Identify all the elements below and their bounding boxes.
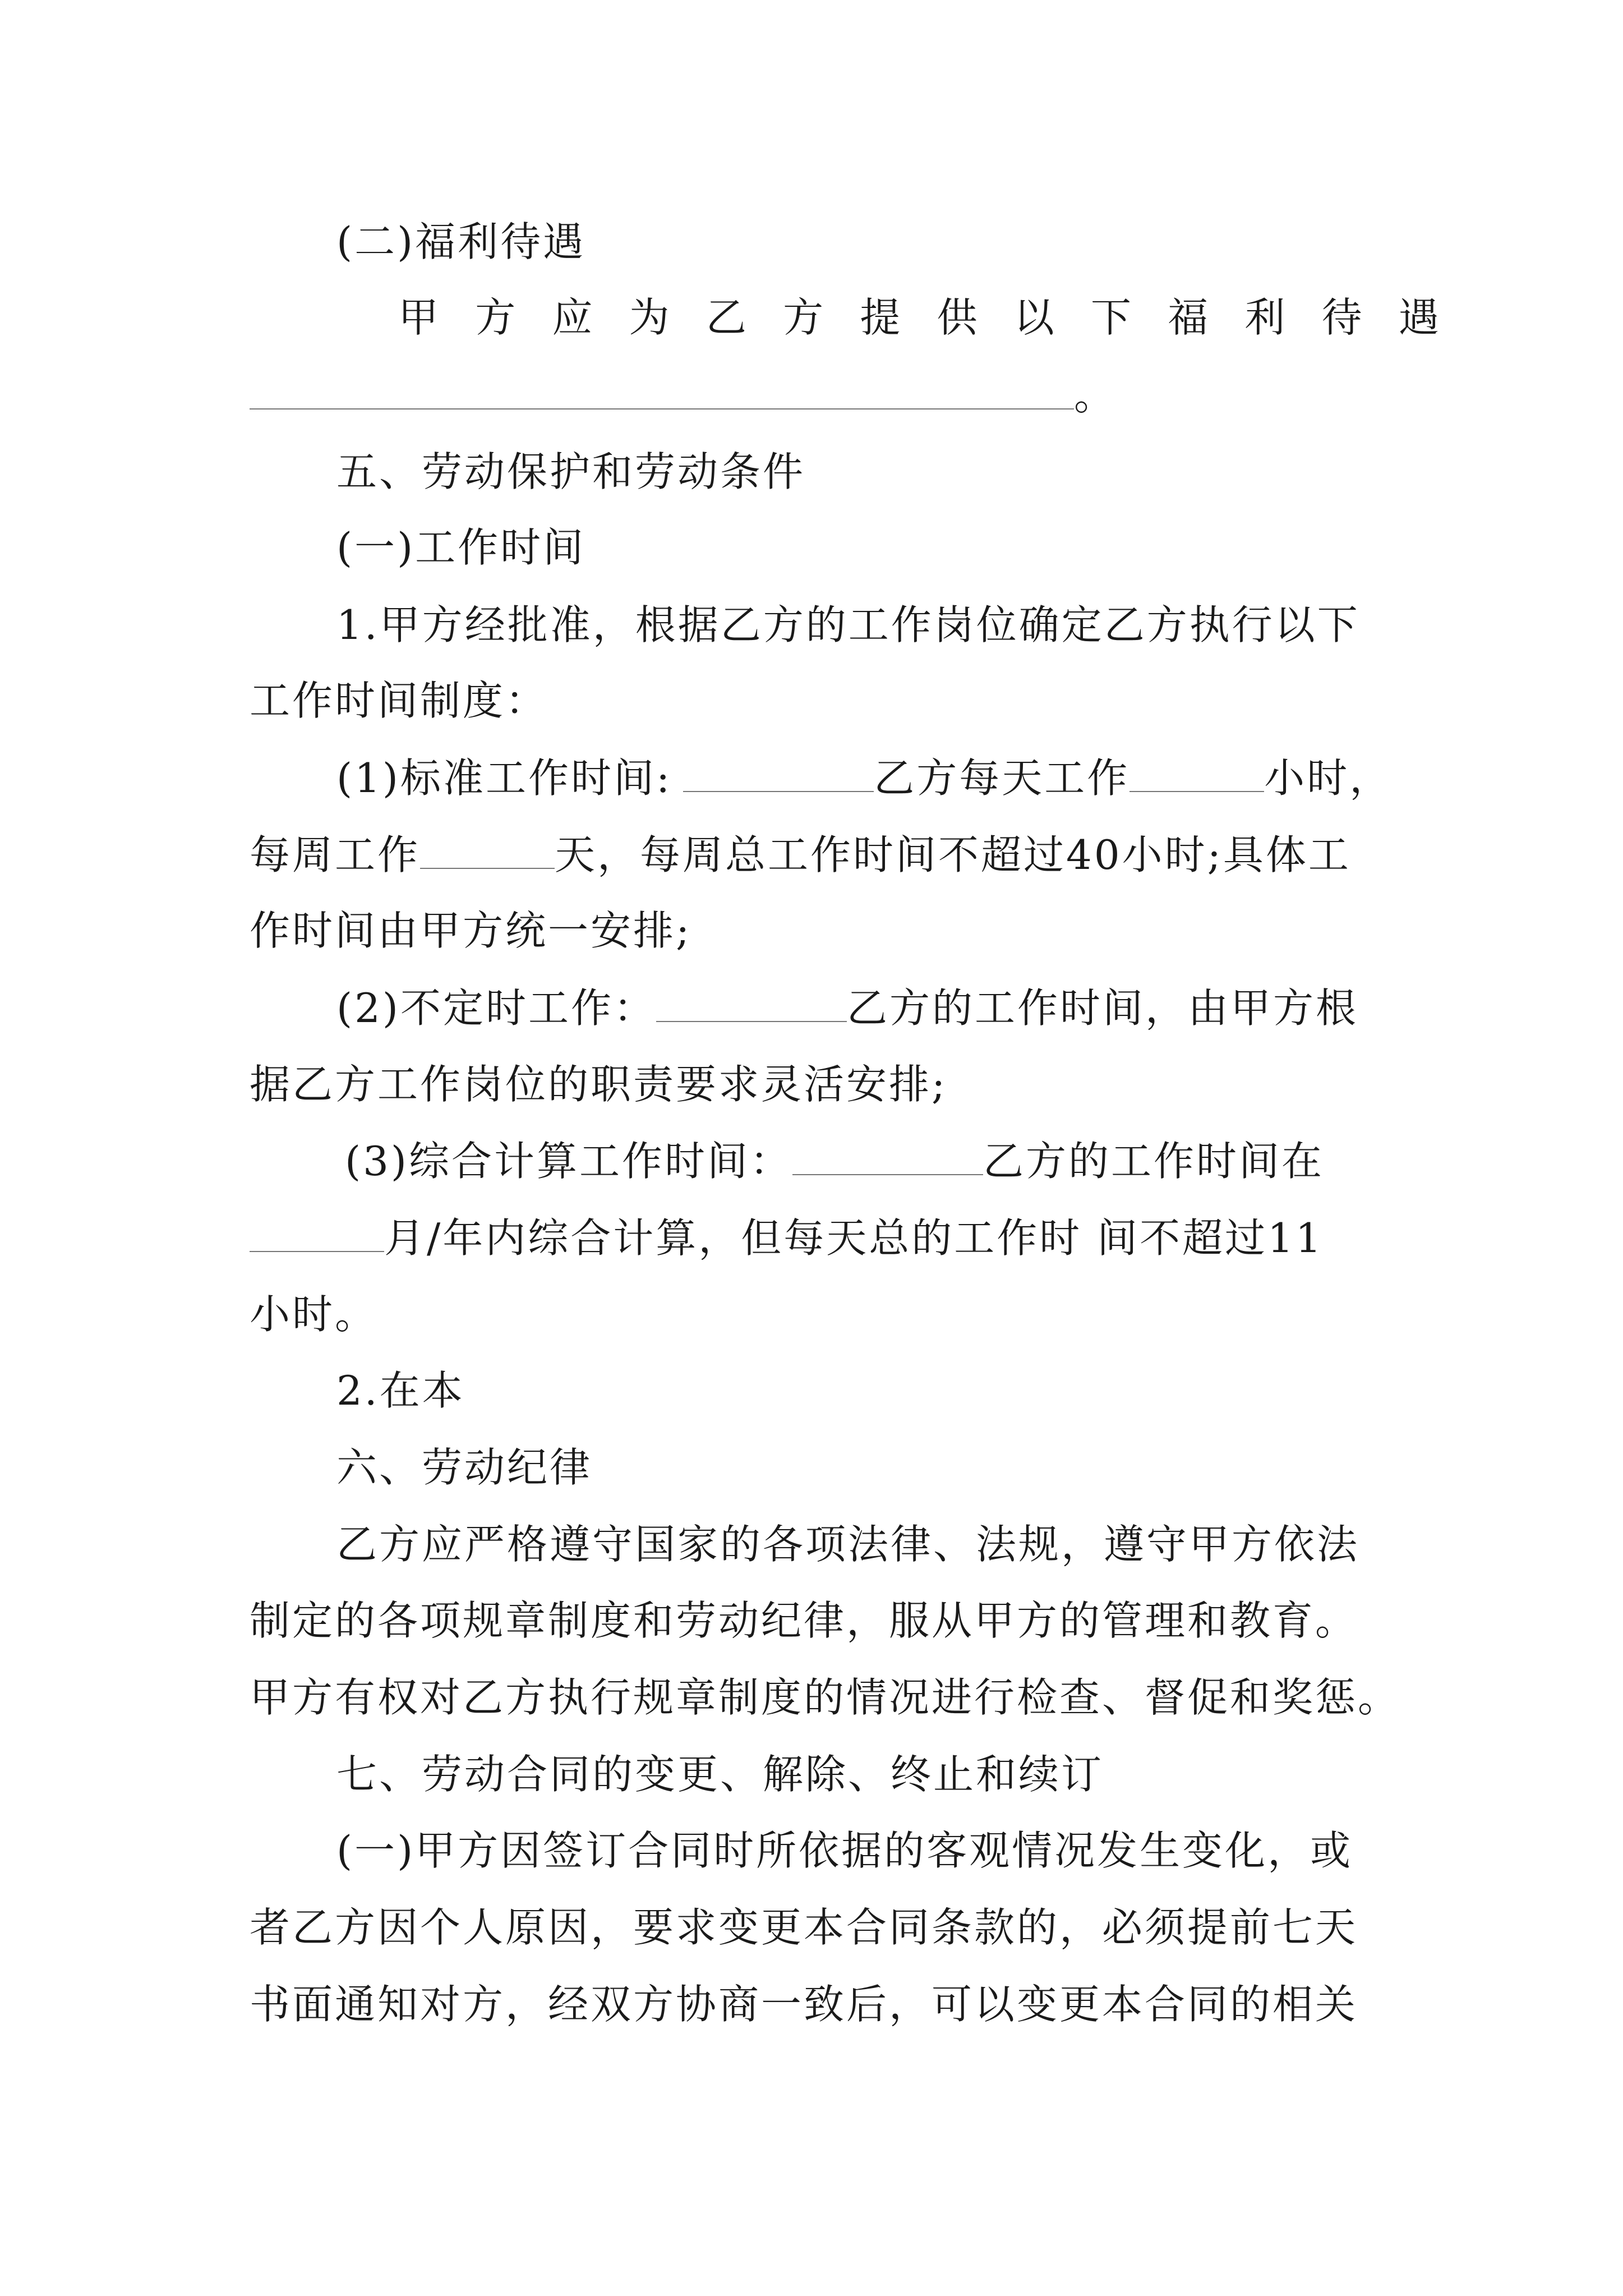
weekly-hours-line: 每周工作 天，每周总工作时间不超过40小时;具体工	[250, 831, 1351, 878]
standard-hours-line: (1)标准工作时间: 乙方每天工作 小时，	[336, 754, 1393, 802]
fill-in-blank[interactable]	[250, 375, 1074, 409]
welfare-char: 下	[1090, 294, 1133, 341]
paragraph-line: 甲方有权对乙方执行规章制度的情况进行检查、督促和奖惩。	[250, 1674, 1401, 1721]
comprehensive-hours-line: (3)综合计算工作时间： 乙方的工作时间在	[345, 1138, 1325, 1185]
fill-in-blank[interactable]	[1129, 757, 1264, 792]
welfare-char: 甲	[398, 294, 441, 341]
paragraph-line: 作时间由甲方统一安排;	[250, 907, 692, 954]
welfare-char: 提	[860, 294, 903, 341]
welfare-char: 为	[629, 294, 672, 341]
paragraph-line: 工作时间制度：	[250, 677, 548, 724]
fill-in-blank[interactable]	[683, 757, 874, 792]
paragraph-line: 据乙方工作岗位的职责要求灵活安排;	[250, 1061, 948, 1108]
section-heading-contract-changes: 七、劳动合同的变更、解除、终止和续订	[336, 1751, 1104, 1798]
welfare-char: 应	[552, 294, 595, 341]
section-heading-welfare: (二)福利待遇	[336, 218, 586, 265]
welfare-char: 方	[475, 294, 518, 341]
paragraph-line: 乙方应严格遵守国家的各项法律、法规，遵守甲方依法	[336, 1521, 1360, 1568]
welfare-blank-line: 。	[250, 375, 1117, 416]
fill-in-blank[interactable]	[792, 1140, 983, 1175]
welfare-char: 乙	[706, 294, 749, 341]
paragraph-line: 制定的各项规章制度和劳动纪律，服从甲方的管理和教育。	[250, 1597, 1358, 1644]
paragraph-line: 1.甲方经批准，根据乙方的工作岗位确定乙方执行以下	[336, 601, 1360, 648]
welfare-char: 利	[1244, 294, 1288, 341]
paragraph-line: 书面通知对方，经双方协商一致后，可以变更本合同的相关	[250, 1981, 1358, 2028]
section-heading-labor-protection: 五、劳动保护和劳动条件	[336, 448, 806, 495]
fill-in-blank[interactable]	[420, 834, 555, 869]
welfare-char: 供	[937, 294, 980, 341]
paragraph-line: 者乙方因个人原因，要求变更本合同条款的，必须提前七天	[250, 1904, 1358, 1951]
section-heading-labor-discipline: 六、劳动纪律	[336, 1444, 593, 1491]
welfare-char: 待	[1321, 294, 1364, 341]
paragraph-line: 小时。	[250, 1291, 378, 1338]
comprehensive-hours-continued: 月/年内综合计算，但每天总的工作时 间不超过11	[250, 1217, 1324, 1258]
welfare-char: 遇	[1398, 294, 1441, 341]
fill-in-blank[interactable]	[656, 987, 847, 1022]
welfare-sentence-chars	[398, 294, 1441, 341]
welfare-char: 方	[783, 294, 826, 341]
fill-in-blank[interactable]	[250, 1217, 384, 1252]
flexible-hours-line: (2)不定时工作： 乙方的工作时间，由甲方根	[336, 984, 1359, 1032]
welfare-char: 福	[1168, 294, 1211, 341]
paragraph-line: (一)甲方因签订合同时所依据的客观情况发生变化，或	[336, 1827, 1353, 1874]
welfare-char: 以	[1013, 294, 1057, 341]
paragraph-line: 2.在本	[336, 1367, 465, 1414]
subsection-heading-working-hours: (一)工作时间	[336, 524, 586, 571]
welfare-sentence	[398, 294, 1441, 341]
